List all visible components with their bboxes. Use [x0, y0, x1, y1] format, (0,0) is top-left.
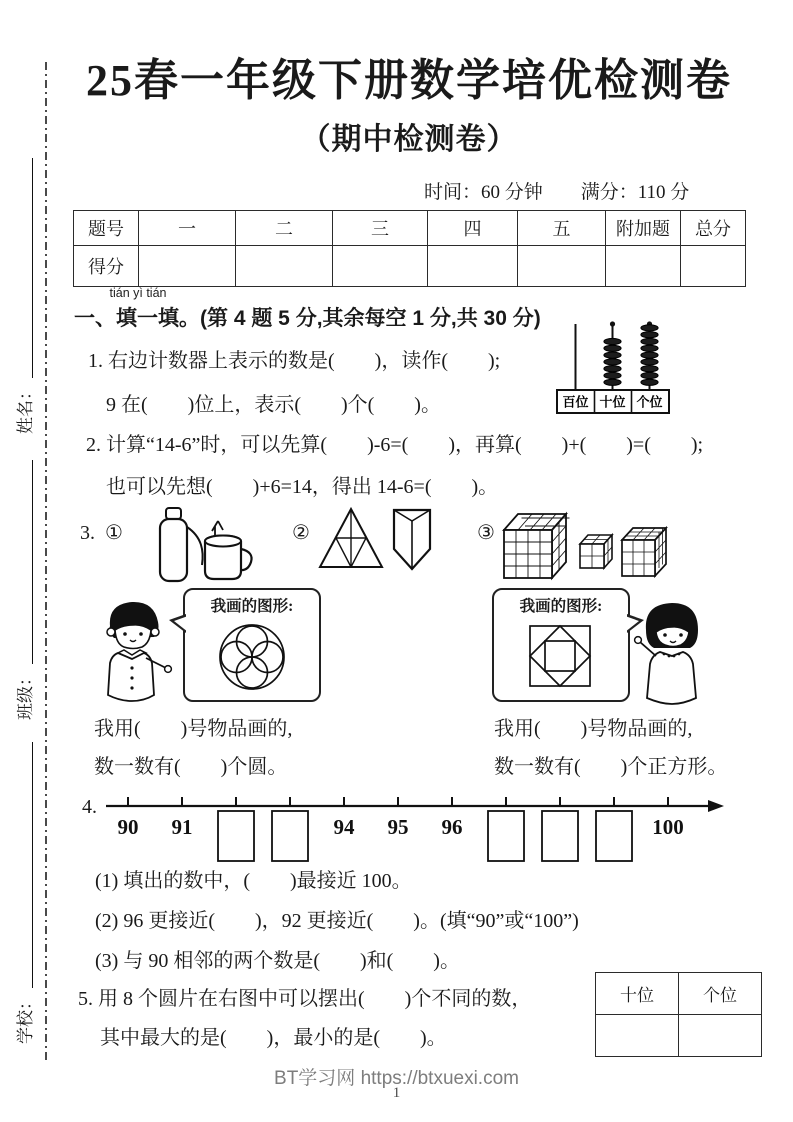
q3-item3-mark: ③	[477, 522, 495, 544]
answer-box-92	[218, 811, 254, 861]
tick-label-95: 95	[387, 815, 409, 839]
score-row-label: 得分	[74, 246, 139, 287]
score-header-cell: 附加题	[606, 211, 681, 246]
school-blank-line	[13, 742, 33, 988]
score-empty-cell	[681, 246, 746, 287]
q2-line1: 2. 计算“14-6”时，可以先算( )-6=( )，再算( )+( )=( );	[86, 434, 704, 456]
score-header-cell: 五	[518, 211, 606, 246]
q3-item1-mark: ①	[105, 522, 123, 544]
score-header-cell: 二	[236, 211, 333, 246]
place-value-table	[595, 972, 762, 1057]
cubes-figure	[500, 504, 670, 592]
section1-heading: 一、填一填。(第 4 题 5 分,其余每空 1 分,共 30 分)	[74, 307, 541, 330]
score-header-cell: 四	[428, 211, 518, 246]
fold-dash-line	[45, 62, 47, 1064]
q1-line1: 1. 右边计数器上表示的数是( )，读作( );	[88, 350, 501, 372]
q3-left-line1: 我用( )号物品画的,	[94, 718, 293, 740]
sidebar-field-class	[7, 460, 39, 720]
q3-right-line1: 我用( )号物品画的,	[494, 718, 693, 740]
ones-place-label: 个位	[636, 394, 663, 410]
pinyin-annotation: tián yì tián	[109, 286, 167, 300]
thermos-and-mug-figure	[146, 503, 256, 591]
q3-left-line2: 数一数有( )个圆。	[94, 756, 288, 778]
pyramid-and-prism-figure	[318, 505, 436, 590]
class-label: 班级：	[15, 669, 35, 720]
square-pattern-figure	[524, 618, 598, 696]
school-label: 学校：	[15, 993, 35, 1044]
ones-beads	[641, 325, 658, 386]
tens-place-label: 十位	[599, 394, 626, 410]
bubble-title: 我画的图形:	[210, 598, 294, 615]
tick-label-96: 96	[441, 815, 463, 839]
score-header-cell: 题号	[74, 211, 139, 246]
circle-pattern-figure	[215, 618, 289, 696]
score-empty-cell	[333, 246, 428, 287]
score-empty-cell	[518, 246, 606, 287]
number-line-figure	[106, 790, 736, 868]
q2-line2: 也可以先想( )+6=14，得出 14-6=( )。	[106, 476, 499, 498]
class-blank-line	[13, 460, 33, 664]
tens-header: 十位	[596, 973, 679, 1015]
q3-right-line2: 数一数有( )个正方形。	[494, 756, 728, 778]
sidebar-field-school	[7, 742, 39, 1044]
answer-box-97	[488, 811, 524, 861]
paper-title: 25春一年级下册数学培优检测卷	[86, 56, 732, 105]
time-score-line: 时间：60 分钟 满分：110 分	[424, 182, 690, 203]
answer-box-93	[272, 811, 308, 861]
q1-line2: 9 在( )位上，表示( )个( )。	[106, 394, 441, 416]
score-header-cell: 总分	[681, 211, 746, 246]
score-empty-cell	[139, 246, 236, 287]
answer-box-99	[596, 811, 632, 861]
hundreds-place-label: 百位	[562, 394, 589, 410]
girl-speech-bubble	[492, 588, 630, 702]
tens-beads	[604, 338, 621, 385]
score-table	[73, 210, 746, 287]
score-table-score-row	[74, 246, 746, 287]
tick-label-94: 94	[333, 815, 355, 839]
score-empty-cell	[236, 246, 333, 287]
q3-number-text: 3.	[80, 522, 95, 544]
tick-label-90: 90	[117, 815, 139, 839]
q5-line2: 其中最大的是( )，最小的是( )。	[100, 1027, 447, 1049]
q4-sub1: (1) 填出的数中，( )最接近 100。	[95, 870, 412, 892]
q5-line1: 5. 用 8 个圆片在右图中可以摆出( )个不同的数，	[78, 988, 532, 1010]
tick-label-100: 100	[652, 815, 684, 839]
place-value-counter-figure	[556, 320, 670, 418]
score-header-cell: 三	[333, 211, 428, 246]
score-header-cell: 一	[139, 211, 236, 246]
score-empty-cell	[428, 246, 518, 287]
paper-subtitle: （期中检测卷）	[300, 123, 518, 156]
ones-header: 个位	[679, 973, 762, 1015]
answer-box-98	[542, 811, 578, 861]
name-blank-line	[13, 158, 33, 378]
score-empty-cell	[606, 246, 681, 287]
q3-item2-mark: ②	[292, 522, 310, 544]
place-value-header-row	[596, 973, 762, 1015]
sidebar-field-name	[7, 158, 39, 434]
bubble-title: 我画的图形:	[519, 598, 603, 615]
name-label: 姓名：	[15, 383, 35, 434]
page-number: 1	[392, 1085, 401, 1101]
q4-number: 4.	[82, 796, 97, 818]
boy-figure	[84, 592, 180, 710]
tick-label-91: 91	[171, 815, 193, 839]
boy-speech-bubble	[183, 588, 321, 702]
score-table-header-row	[74, 211, 746, 246]
ones-empty-cell	[679, 1015, 762, 1057]
q4-sub3: (3) 与 90 相邻的两个数是( )和( )。	[95, 950, 460, 972]
girl-figure	[626, 592, 718, 710]
q3-number	[80, 520, 123, 545]
place-value-empty-row	[596, 1015, 762, 1057]
footer-site-link: BT学习网 https://btxuexi.com	[274, 1068, 519, 1089]
q4-sub2: (2) 96 更接近( )，92 更接近( )。(填“90”或“100”)	[95, 910, 579, 932]
bubble-tail-inner	[174, 616, 188, 632]
tens-empty-cell	[596, 1015, 679, 1057]
